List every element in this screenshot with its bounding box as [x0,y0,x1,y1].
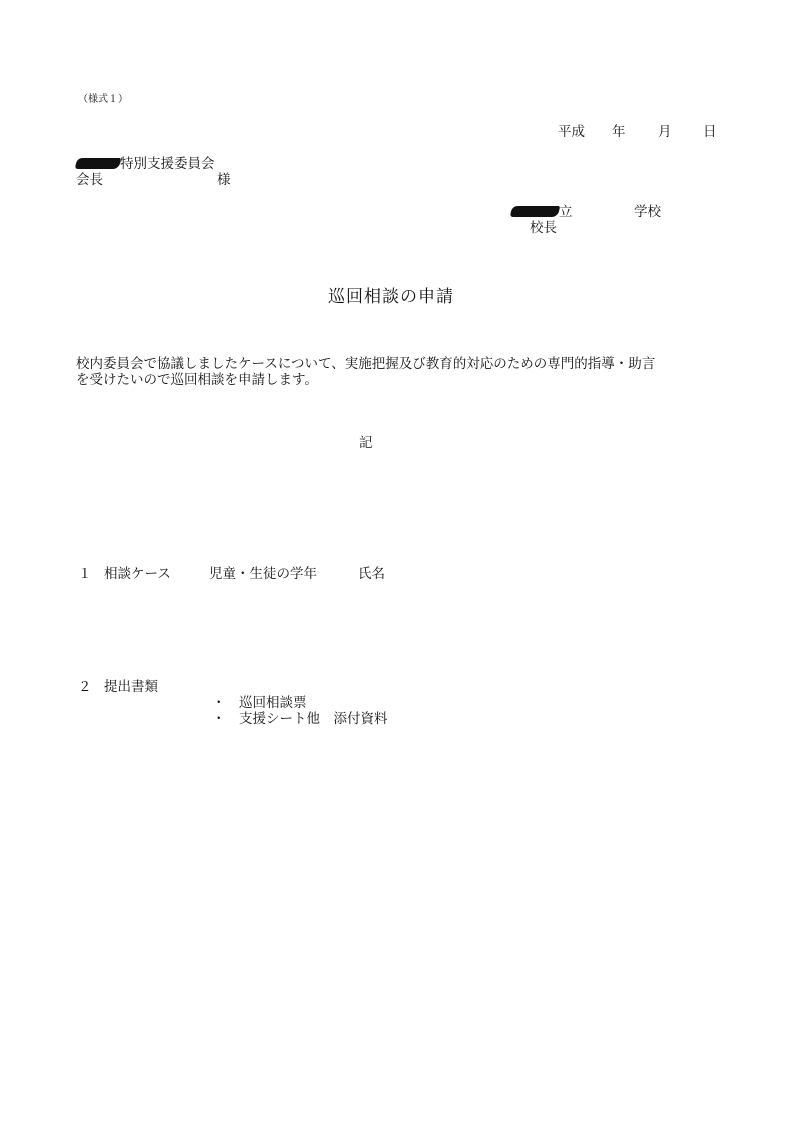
field-name: 氏名 [358,566,385,582]
document-title: 巡回相談の申請 [328,287,454,307]
item-number: ２ [78,679,92,695]
addressee-honorific: 様 [217,172,231,188]
date-era: 平成 [558,124,585,140]
item-submission-documents [78,679,238,695]
document-list-item: ・ 支援シート他 添付資料 [212,711,388,727]
sender-establishment: 立 [559,204,573,220]
body-line-1: 校内委員会で協議しましたケースについて、実施把握及び教育的対応のための専門的指導・助言 [76,356,656,372]
form-label: （様式１） [78,94,128,105]
addressee-position: 会長 [76,172,103,188]
field-grade: 児童・生徒の学年 [209,566,317,582]
ki-heading: 記 [359,435,373,451]
sender-position: 校長 [530,220,557,236]
addressee-committee: 特別支援委員会 [120,156,215,172]
date-line [558,124,718,140]
item-label: 相談ケース [104,566,171,582]
date-month: 月 [658,124,672,140]
date-day: 日 [703,124,717,140]
addressee-committee-line [76,156,215,172]
item-number: １ [78,566,92,582]
sender-school: 学校 [634,204,661,220]
body-line-2: を受けたいので巡回相談を申請します。 [76,372,318,388]
redacted-region-name [75,158,121,169]
item-consultation-case [78,566,408,582]
redacted-municipality-name [510,206,560,217]
date-year: 年 [612,124,626,140]
item-label: 提出書類 [104,679,158,695]
sender-establishment-line [511,204,573,220]
document-list-item: ・ 巡回相談票 [212,695,307,711]
